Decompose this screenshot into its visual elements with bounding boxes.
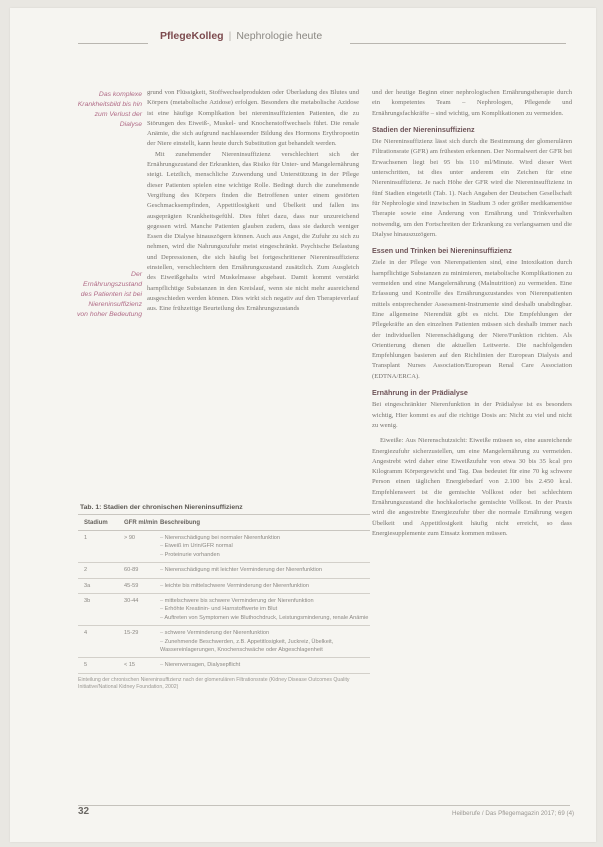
stage-cell: 2	[84, 567, 88, 574]
running-header	[160, 30, 322, 42]
stage-cell: 5	[84, 662, 88, 669]
description-item: – leichte bis mittelschwere Verminderung der Nierenfunktion	[160, 582, 370, 590]
paragraph: und der heutige Beginn einer nephrologischen Ernährungstherapie durch ein kompetentes Team – Nephrologen, Pflegende und Ernährungsfachkräfte – sind wichtig, um Komplikationen zu vermeiden.	[372, 89, 572, 117]
table-header-cell: Stadium	[84, 520, 108, 526]
journal-citation: Heilberufe / Das Pflegemagazin 2017; 69 (4)	[452, 810, 575, 817]
section-heading: Ernährung in der Prädialyse	[372, 388, 468, 398]
header-brand: PflegeKolleg	[160, 30, 224, 42]
table-header-cell: Beschreibung	[160, 520, 201, 526]
header-section: Nephrologie heute	[236, 30, 323, 42]
paragraph: grund von Flüssigkeit, Stoffwechselprodukten oder Überladung des Blutes und Körpers (metabolische Azidose) erfolgen. Besonders die metabolische Azidose ist eine häufige Komplikation bei niereninsuffizienten Patienten, die zu Störungen des Eiweiß-, Muskel- und Knochenstoffwechsels führt. Die renale Anämie, die sich aufgrund nachlassender Bildung des Hormons Erythropoetin der Niere einstellt, kann heute durch Substitution gut behandelt werden.	[147, 89, 359, 148]
stage-cell: 1	[84, 535, 88, 541]
gfr-cell: 15-29	[124, 630, 139, 637]
paragraph: Die Niereninsuffizienz lässt sich durch die Bestimmung der glomerulären Filtrationsrate (GFR) am frühesten erkennen. Der Normalwert der GFR bei Erwachsenen liegt bei 95 bis 110 ml/Minute. Wird dieser Wert unterschritten, ist dies unter anderem ein Zeichen für eine Niereninsuffizienz. Je nach Höhe der GFR wird die Niereninsuffizienz in fünf Stadien eingeteilt (Tab. 1). Nach Angaben der Deutschen Gesellschaft für Nephrologie sind inzwischen in Stadium 3 oder größer medikamentöse Therapie sowie eine Änderung von Ernährung und Trinkverhalten notwendig, um den Fortschreiten der Erkrankung zu verlangsamen und die Dialyse hinauszuzögern.	[372, 138, 572, 238]
description-cell	[160, 629, 370, 654]
body-column-right	[372, 88, 572, 800]
table-row	[78, 594, 370, 626]
paragraph: Eiweiße: Aus Nierenschutzsicht: Eiweiße müssen so, eine ausreichende Energiezufuhr sicherzustellen, um eine Mangelernährung zu vermeiden. Angestrebt wird daher eine Eiweißzufuhr von etwa 30 bis 35 kcal pro Kilogramm Körpergewicht und Tag. Das bedeutet für eine 70 kg schwere Person einen täglichen Energiebedarf von 2.100 bis 2.450 kcal. Empfehlenswert ist die gemischte Vollkost oder bei schlechtem Ernährungszustand die hochkalorische gemischte Vollkost. In der Praxis wird die angestrebte Energiezufuhr über die normale Ernährung wegen Übelkeit und Appetitlosigkeit häufig nicht erreicht, so dass Energiesupplemente zum Einsatz kommen müssen.	[372, 437, 572, 537]
description-item: – Nierenschädigung mit leichter Verminderung der Nierenfunktion	[160, 566, 370, 574]
table-row	[78, 563, 370, 578]
page-number: 32	[78, 806, 90, 817]
description-cell	[160, 661, 370, 669]
table-row	[78, 626, 370, 658]
paragraph: Mit zunehmender Niereninsuffizienz verschlechtert sich der Ernährungszustand der Erkrankten, das Risiko für Unter- und Mangelernährung steigt. Letztlich, menschliche Zuwendung und Unterstützung in der Pflege dieser Patienten spielen eine wichtige Rolle. Bedingt durch die zunehmende Vergiftung des Körpers finden die Betroffenen unter einem gestörten Geschmacksempfinden, Appetitlosigkeit und Übelkeit und fallen ins ausgeprägten Krankheitsgefühl. Dies führt dazu, dass nur unzureichend gegessen wird. Manche Patienten glauben zudem, dass sie dadurch weniger Essen die Dialyse hinauszögern können. Auch aus Angst, die Zufuhr zu sich zu nehmen, wird die Nahrungszufuhr meist eingeschränkt. Psychische Belastung und Depressionen, die sich häufig bei fortgeschrittener Niereninsuffizienz einstellen, verschlechtern den Ernährungszustand zusätzlich. Zum Ausgleich des Eiweißgehalts wird Muskelmasse abgebaut. Damit kommt verstärkt harnpflichtige Substanzen in den Kreislauf, wenn sie nicht mehr ausreichend ausgeschieden werden können. Dies wirkt sich negativ auf den Therapieverlauf aus. Eine frühzeitige Beurteilung des Ernährungszustands	[147, 150, 359, 313]
body-column-left	[147, 88, 359, 492]
gfr-cell: > 90	[124, 535, 136, 541]
table-row	[78, 658, 370, 673]
margin-quote: Das komplexe Krankheitsbild bis hin zum Verlust der Dialyse	[77, 91, 142, 128]
gfr-cell: 45-59	[124, 582, 139, 589]
stage-cell: 3a	[84, 582, 91, 589]
table-body	[78, 531, 370, 674]
description-item: – schwere Verminderung der Nierenfunktion	[160, 629, 370, 637]
description-item: – mittelschwere bis schwere Verminderung der Nierenfunktion	[160, 597, 370, 605]
footer-rule	[78, 805, 570, 806]
table-footnote: Einteilung der chronischen Niereninsuffizienz nach der glomerulären Filtrationsrate (Kidney Disease Outcomes Quality Initiative/National Kidney Foundation, 2002)	[78, 676, 350, 690]
description-cell	[160, 534, 370, 559]
table-row	[78, 531, 370, 563]
section-heading: Stadien der Niereninsuffizienz	[372, 124, 475, 134]
gfr-cell: < 15	[124, 662, 136, 669]
stage-cell: 3b	[84, 598, 91, 605]
gfr-cell: 30-44	[124, 598, 139, 605]
header-separator: |	[228, 30, 232, 42]
stages-table	[78, 502, 370, 798]
description-cell	[160, 566, 370, 574]
gfr-cell: 60-89	[124, 567, 139, 574]
table-row	[78, 579, 370, 594]
margin-quote: Der Ernährungszustand des Patienten ist bei Niereninsuffizienz von hoher Bedeutung	[76, 271, 142, 318]
table-header-cell: GFR ml/min	[124, 520, 158, 526]
header-rule-right	[350, 43, 566, 44]
description-cell	[160, 597, 370, 622]
stage-cell: 4	[84, 630, 88, 637]
description-item: – Proteinurie vorhanden	[160, 551, 370, 559]
header-rule-left	[78, 43, 148, 44]
section-heading: Essen und Trinken bei Niereninsuffizienz	[372, 246, 512, 256]
description-item: – Zunehmende Beschwerden, z.B. Appetitlosigkeit, Juckreiz, Übelkeit, Wassereinlagerungen, Knochenschwäche oder Abgeschlagenheit	[160, 638, 370, 655]
table-title: Tab. 1: Stadien der chronischen Niereninsuffizienz	[78, 502, 370, 515]
description-item: – Nierenversagen, Dialysepflicht	[160, 661, 370, 669]
description-item: – Auftreten von Symptomen wie Bluthochdruck, Leistungsminderung, renale Anämie	[160, 614, 370, 622]
description-cell	[160, 582, 370, 590]
description-item: – Erhöhte Kreatinin- und Harnstoffwerte im Blut	[160, 605, 370, 613]
description-item: – Nierenschädigung bei normaler Nierenfunktion	[160, 534, 370, 542]
paragraph: Ziele in der Pflege von Nierenpatienten sind, eine Intoxikation durch harnpflichtige Substanzen zu minimieren, metabolische Komplikationen zu vermeiden und eine Mangelernährung (Malnutrition) zu vermeiden. Eine Erfassung und Kontrolle des Ernährungszustandes von Nierenpatienten mittels entsprechender Assessment-Instrumente sind deshalb unabdingbar. Eine allgemeine Nierendiät gibt es nicht. Die Empfehlungen der Pflegekräfte an den einzelnen Patienten müssen sich deshalb immer nach der individuellen Nierenschädigung der Niere/Funktion richten. Als Orientierung dienen die aktuellen Leitwerte. Die nachfolgenden Empfehlungen basieren auf den Richtlinien der European Dialysis and Transplant Nurses Association/European Renal Care Association (EDTNA/ERCA).	[372, 259, 572, 380]
table-header-row	[78, 515, 370, 531]
paragraph: Bei eingeschränkter Nierenfunktion in der Prädialyse ist es besonders wichtig, Hier kommt es auf die richtige Dosis an: Nicht zu viel und nicht zu wenig.	[372, 401, 572, 429]
description-item: – Eiweiß im Urin/GFR normal	[160, 542, 370, 550]
document-page	[10, 8, 596, 842]
